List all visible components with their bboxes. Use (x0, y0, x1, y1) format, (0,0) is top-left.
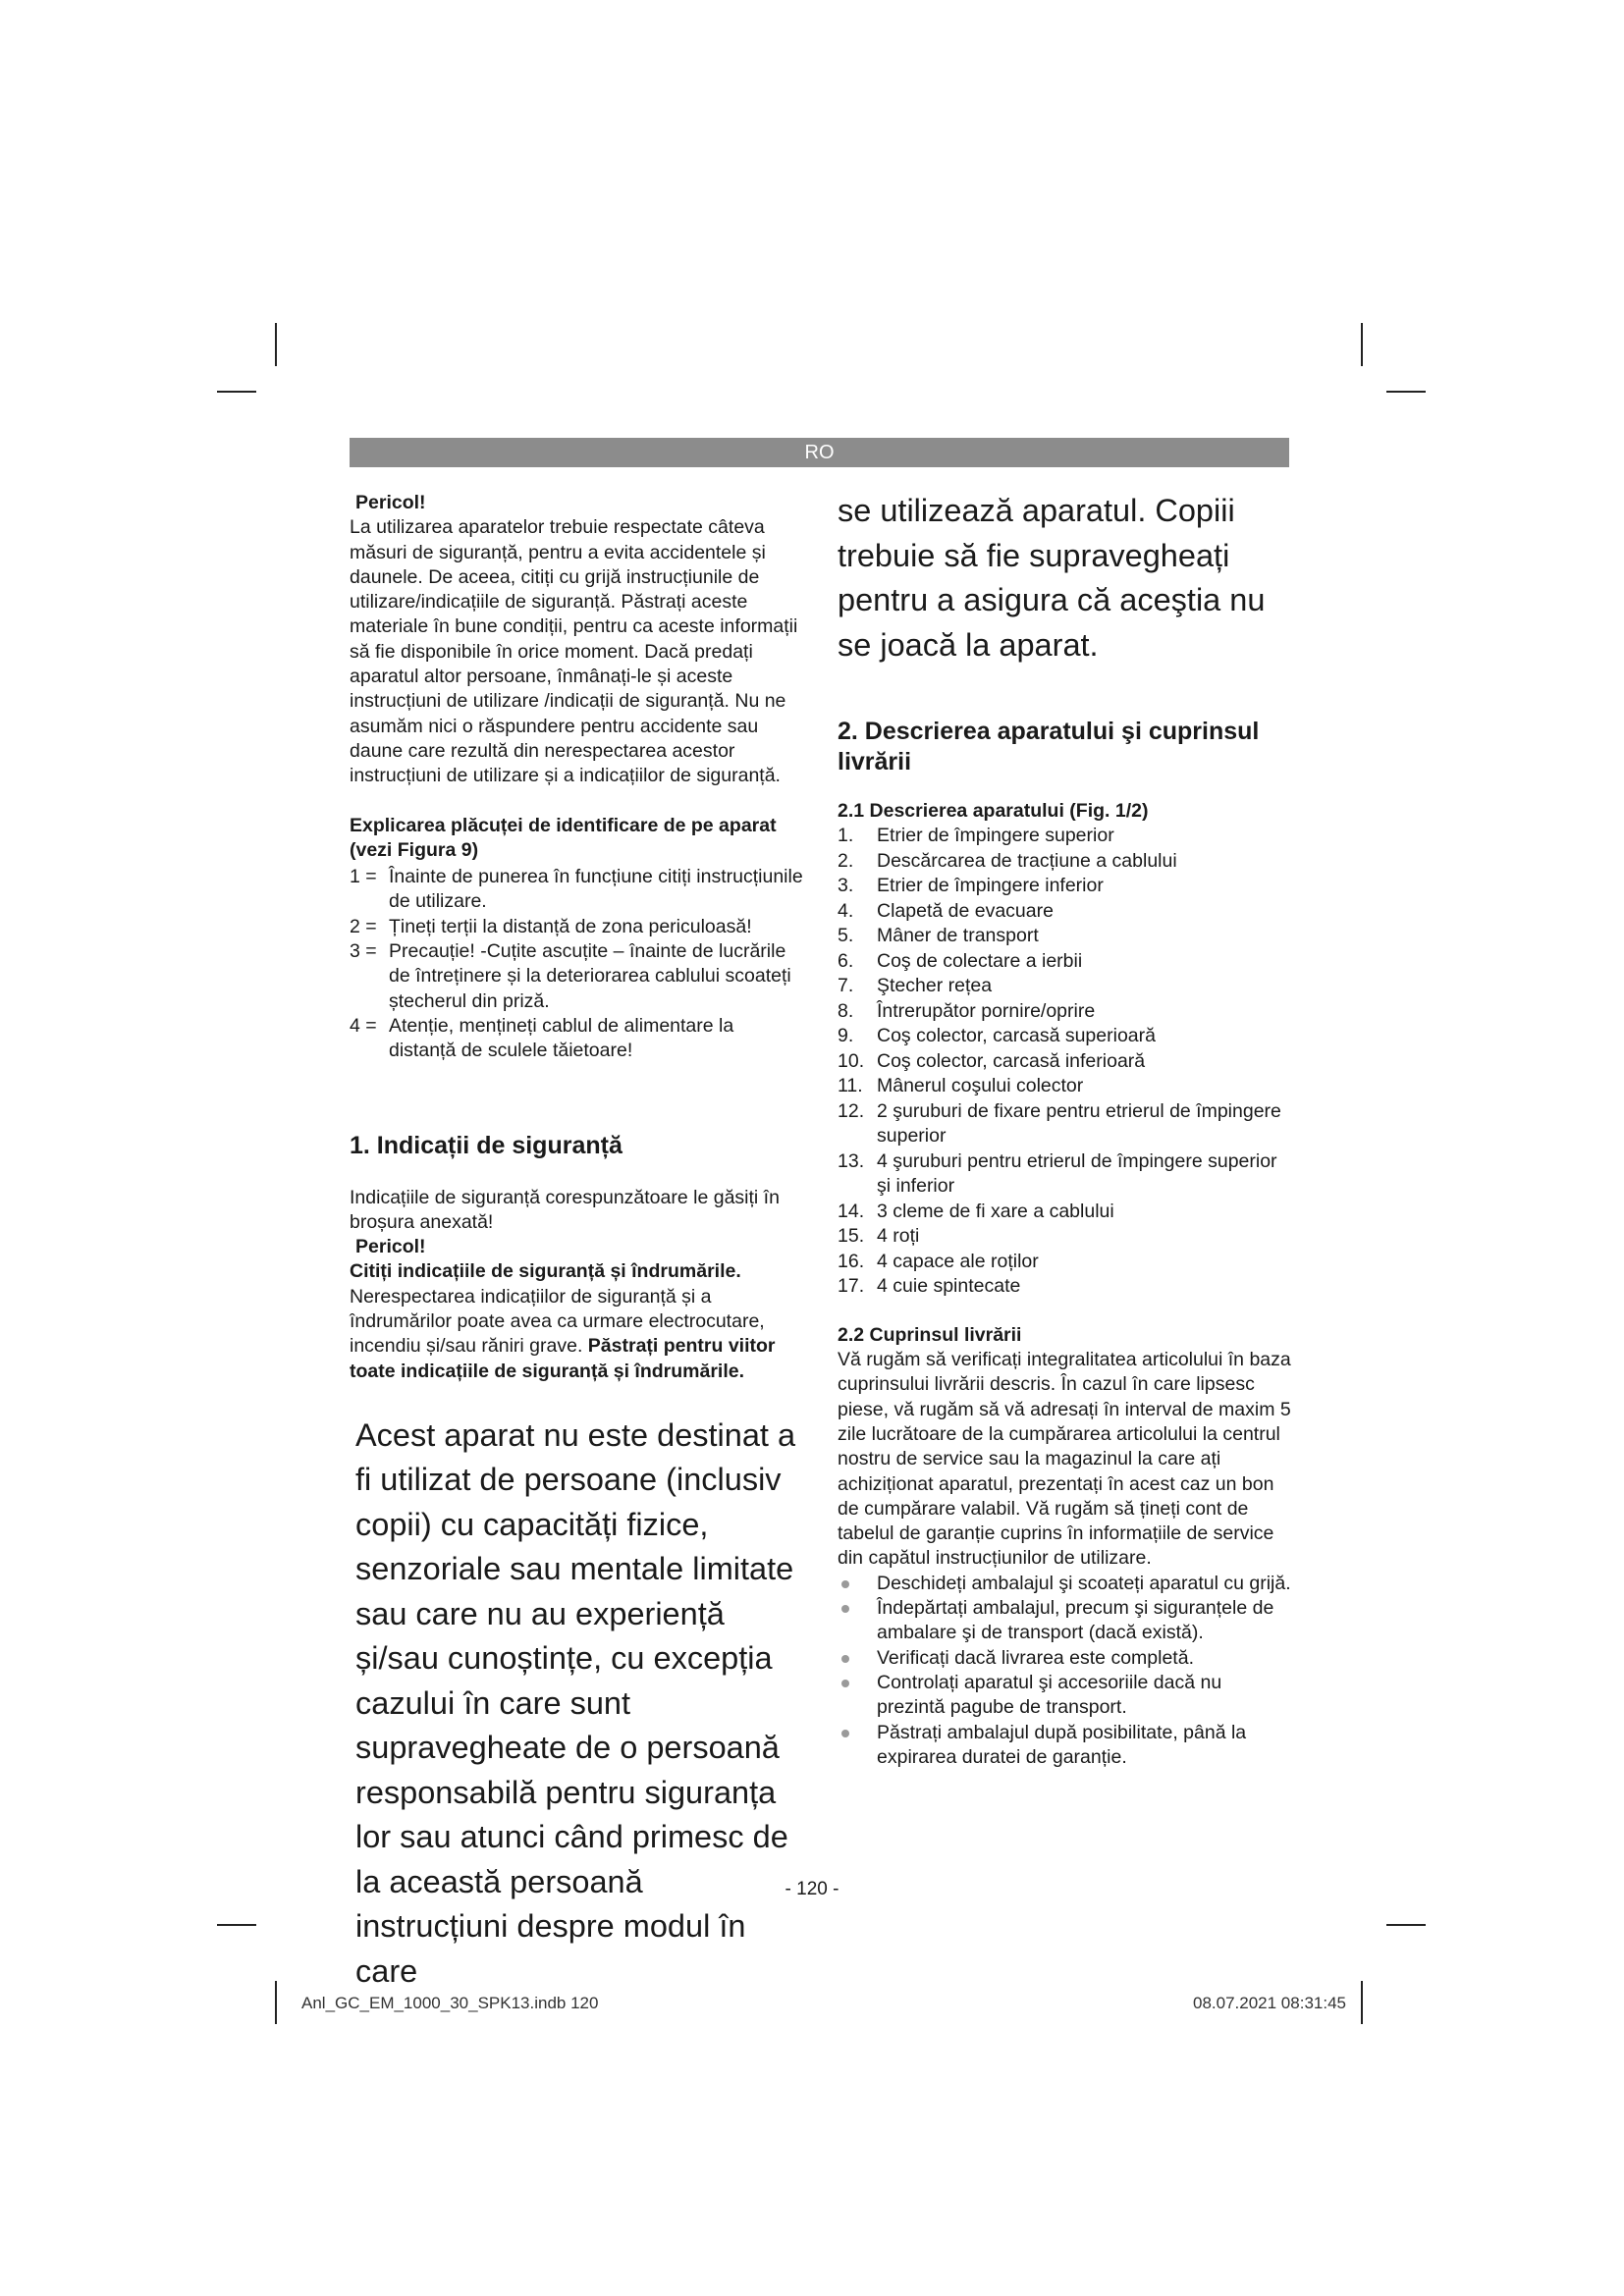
part-number: 10. (838, 1049, 865, 1072)
part-item (838, 824, 1291, 849)
crop-mark (275, 1981, 277, 2024)
part-text: Ştecher rețea (877, 975, 993, 997)
part-item (838, 1149, 1291, 1200)
bullet-dot-icon (841, 1580, 849, 1588)
part-number: 16. (838, 1250, 865, 1272)
large-warning: Acest aparat nu este destinat a fi utilizat de persoane (inclusiv copii) cu capacități fizice, senzoriale sau mentale limitate sau care nu au experiență și/sau cunoștințe, cu excepția cazului în care sunt supravegheate de o persoană responsabilă pentru siguranța lor sau atunci când primesc de la această persoană instrucțiuni despre modul în care (355, 1416, 796, 1989)
part-number: 17. (838, 1275, 865, 1298)
part-item (838, 1049, 1291, 1075)
large-warning-continued: se utilizează aparatul. Copiii trebuie să fie supravegheați pentru a asigura că aceştia nu se joacă la aparat. (838, 493, 1266, 663)
crop-mark (1361, 323, 1363, 366)
item-number: 4 = (350, 1014, 377, 1037)
footer-datetime: 08.07.2021 08:31:45 (1193, 1994, 1346, 2012)
footer-file: Anl_GC_EM_1000_30_SPK13.indb 120 (301, 1994, 599, 2012)
part-item (838, 1200, 1291, 1225)
plate-item (350, 1014, 803, 1064)
plate-list (350, 865, 803, 1063)
part-item (838, 874, 1291, 899)
part-text: Întrerupător pornire/oprire (877, 999, 1096, 1022)
plate-title: Explicarea plăcuței de identificare de pe aparat (vezi Figura 9) (350, 814, 777, 861)
subsection-2-2-title: 2.2 Cuprinsul livrării (838, 1323, 1022, 1346)
item-text: Atenție, mențineți cablul de alimentare la distanță de sculele tăietoare! (389, 1014, 734, 1062)
item-text: Înainte de punerea în funcțiune citiți instrucțiunile de utilizare. (389, 866, 803, 913)
bullet-dot-icon (841, 1655, 849, 1663)
item-text: Precauție! -Cuțite ascuțite – înainte de lucrările de întreținere și la deteriorarea cablului scoateți ștecherul din priză. (389, 940, 791, 1012)
crop-mark (217, 1924, 256, 1926)
crop-mark (1386, 1924, 1426, 1926)
crop-mark (1361, 1981, 1363, 2024)
part-item (838, 1224, 1291, 1250)
section-1-text: Indicațiile de siguranță corespunzătoare le găsiți în broșura anexată! (350, 1186, 780, 1233)
page-number: - 120 - (785, 1879, 839, 1899)
part-item (838, 974, 1291, 999)
crop-mark (217, 391, 256, 393)
part-text: 3 cleme de fi xare a cablului (877, 1200, 1114, 1222)
part-number: 9. (838, 1025, 854, 1047)
part-number: 3. (838, 875, 854, 897)
part-text: Etrier de împingere superior (877, 825, 1114, 847)
part-item (838, 949, 1291, 975)
section-1-warning (350, 1285, 803, 1384)
part-number: 2. (838, 849, 854, 872)
danger-text: La utilizarea aparatelor trebuie respectate câteva măsuri de siguranță, pentru a evita accidentele și daunele. De aceea, citiți cu grijă instrucțiunile de utilizare/indicațiile de siguranță. Păstrați aceste materiale în bune condiții, pentru ca aceste informații să fie disponibile în orice moment. Dacă predați aparatul altor persoane, înmânați-le și aceste instrucțiuni de utilizare /indicații de siguranță. Nu ne asumăm nici o răspundere pentru accidente sau daune care rezultă din nerespectarea acestor instrucțiuni de utilizare și a indicațiilor de siguranță. (350, 516, 798, 787)
part-item (838, 1250, 1291, 1275)
part-number: 6. (838, 949, 854, 972)
part-text: Clapetă de evacuare (877, 899, 1054, 922)
part-number: 7. (838, 975, 854, 997)
part-text: 4 cuie spintecate (877, 1275, 1021, 1298)
part-text: Mâner de transport (877, 925, 1039, 947)
part-number: 11. (838, 1075, 863, 1097)
part-text: 4 roți (877, 1225, 920, 1248)
item-number: 1 = (350, 866, 377, 888)
bullet-dot-icon (841, 1680, 849, 1687)
bullet-text: Îndepărtați ambalajul, precum şi siguranțele de ambalare şi de transport (dacă există). (877, 1597, 1274, 1644)
warning-text: Nerespectarea indicațiilor de siguranță și a îndrumărilor poate avea ca urmare electrocutare, incendiu și/sau răniri grave. (350, 1285, 765, 1358)
bullet-item (838, 1721, 1291, 1771)
bullet-item (838, 1671, 1291, 1721)
part-text: 4 capace ale roților (877, 1250, 1039, 1272)
part-text: Coş de colectare a ierbii (877, 949, 1083, 972)
plate-item (350, 865, 803, 915)
crop-mark (275, 323, 277, 366)
parts-list (838, 824, 1291, 1300)
part-item (838, 1024, 1291, 1049)
part-item (838, 999, 1291, 1025)
language-header: RO (350, 438, 1289, 467)
plate-item (350, 939, 803, 1014)
part-number: 14. (838, 1200, 865, 1222)
part-text: 2 şuruburi de fixare pentru etrierul de împingere superior (877, 1099, 1281, 1148)
section-1-title: 1. Indicații de siguranță (350, 1131, 623, 1159)
part-text: Coş colector, carcasă superioară (877, 1025, 1156, 1047)
part-number: 5. (838, 925, 854, 947)
item-number: 3 = (350, 940, 377, 963)
plate-item (350, 915, 803, 939)
section-2-title: 2. Descrierea aparatului şi cuprinsul livrării (838, 718, 1260, 775)
bullet-item (838, 1572, 1291, 1596)
part-item (838, 1099, 1291, 1149)
part-item (838, 849, 1291, 875)
part-text: Descărcarea de tracțiune a cablului (877, 849, 1177, 872)
part-item (838, 1274, 1291, 1300)
part-item (838, 899, 1291, 925)
part-text: Mânerul coşului colector (877, 1075, 1084, 1097)
section-1-danger: Pericol! (355, 1236, 426, 1258)
part-number: 4. (838, 899, 854, 922)
bullet-text: Deschideți ambalajul şi scoateți aparatul cu grijă. (877, 1572, 1291, 1594)
warning-keep: Păstrați pentru viitor toate indicațiile de siguranță și îndrumările. (350, 1335, 776, 1382)
part-number: 8. (838, 999, 854, 1022)
bullet-dot-icon (841, 1730, 849, 1737)
danger-title: Pericol! (355, 492, 426, 513)
part-number: 15. (838, 1225, 865, 1248)
part-text: Coş colector, carcasă inferioară (877, 1049, 1146, 1072)
bullet-text: Păstrați ambalajul după posibilitate, până la expirarea duratei de garanție. (877, 1721, 1247, 1768)
part-text: 4 şuruburi pentru etrierul de împingere superior şi inferior (877, 1149, 1277, 1198)
bullet-item (838, 1596, 1291, 1646)
crop-mark (1386, 391, 1426, 393)
part-text: Etrier de împingere inferior (877, 875, 1104, 897)
part-number: 12. (838, 1099, 865, 1122)
item-number: 2 = (350, 915, 377, 937)
bullet-text: Verificați dacă livrarea este completă. (877, 1646, 1194, 1669)
subsection-2-2-text: Vă rugăm să verificați integralitatea articolului în baza cuprinsului livrării descris. În cazul în care lipsesc piese, vă rugăm să vă adresați în interval de maxim 5 zile lucrătoare de la cumpărarea articolului la centrul nostru de service sau la magazinul la care ați achiziționat aparatul, prezentați în acest caz un bon de cumpărare valabil. Vă rugăm să țineți cont de tabelul de garanție cuprins în informațiile de service din capătul instrucțiunilor de utilizare. (838, 1349, 1291, 1570)
part-item (838, 924, 1291, 949)
part-number: 13. (838, 1149, 865, 1172)
item-text: Țineți terții la distanță de zona periculoasă! (389, 915, 752, 937)
bullet-dot-icon (841, 1605, 849, 1613)
bullet-item (838, 1646, 1291, 1671)
part-number: 1. (838, 825, 854, 847)
section-1-instruction: Citiți indicațiile de siguranță și îndrumările. (350, 1260, 741, 1283)
part-item (838, 1074, 1291, 1099)
bullet-text: Controlați aparatul şi accesoriile dacă nu prezintă pagube de transport. (877, 1671, 1222, 1719)
subsection-2-1-title: 2.1 Descrierea aparatului (Fig. 1/2) (838, 800, 1149, 822)
right-column (838, 491, 1291, 1770)
unpack-list (838, 1572, 1291, 1770)
left-column (350, 491, 803, 1994)
